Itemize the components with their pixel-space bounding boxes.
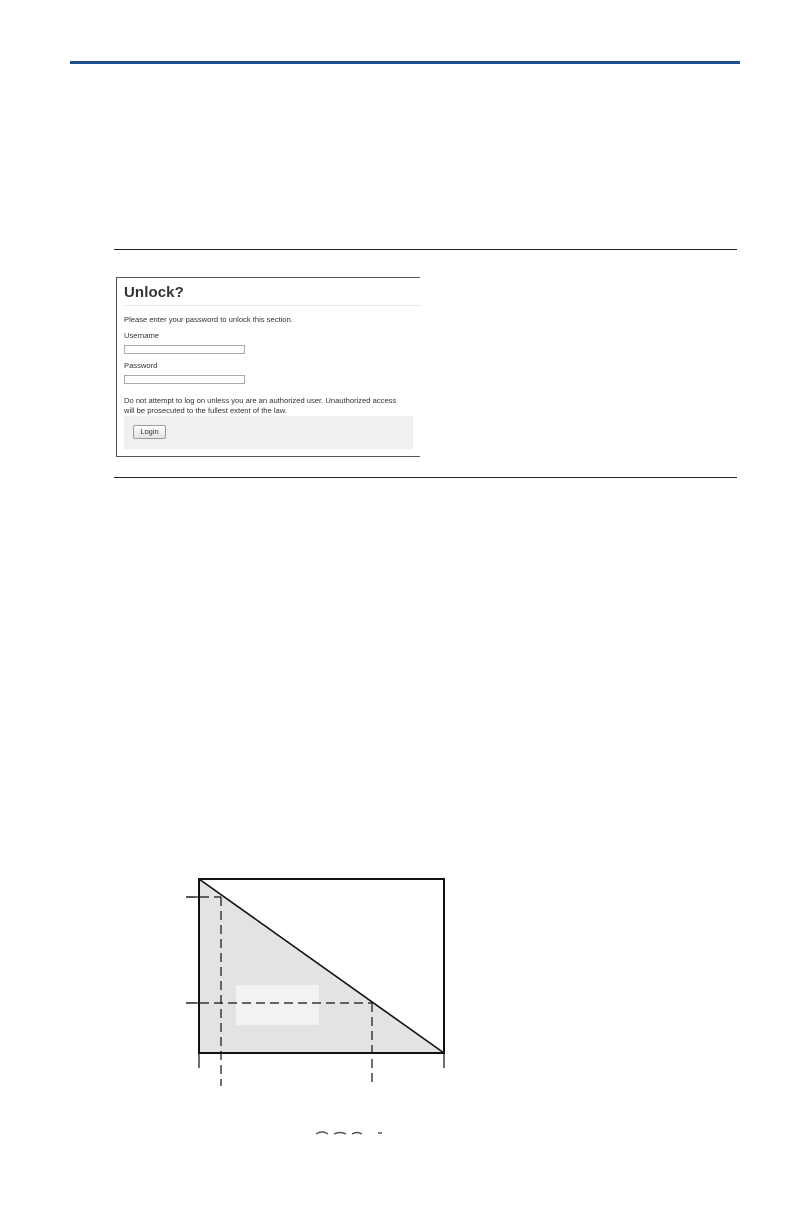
unlock-title: Unlock? [124, 284, 184, 301]
warning-line-1: Do not attempt to log on unless you are an authorized user. Unauthorized access [124, 396, 397, 405]
username-label: Username [124, 331, 160, 340]
warning-line-2: will be prosecuted to the fullest extent of the law. [124, 406, 287, 415]
unlock-instruction: Please enter your password to unlock this section. [124, 315, 293, 324]
label-box [236, 985, 319, 1025]
login-button[interactable]: Login [133, 425, 166, 439]
cropped-caption-mark [316, 1132, 382, 1134]
password-label: Password [124, 361, 158, 370]
